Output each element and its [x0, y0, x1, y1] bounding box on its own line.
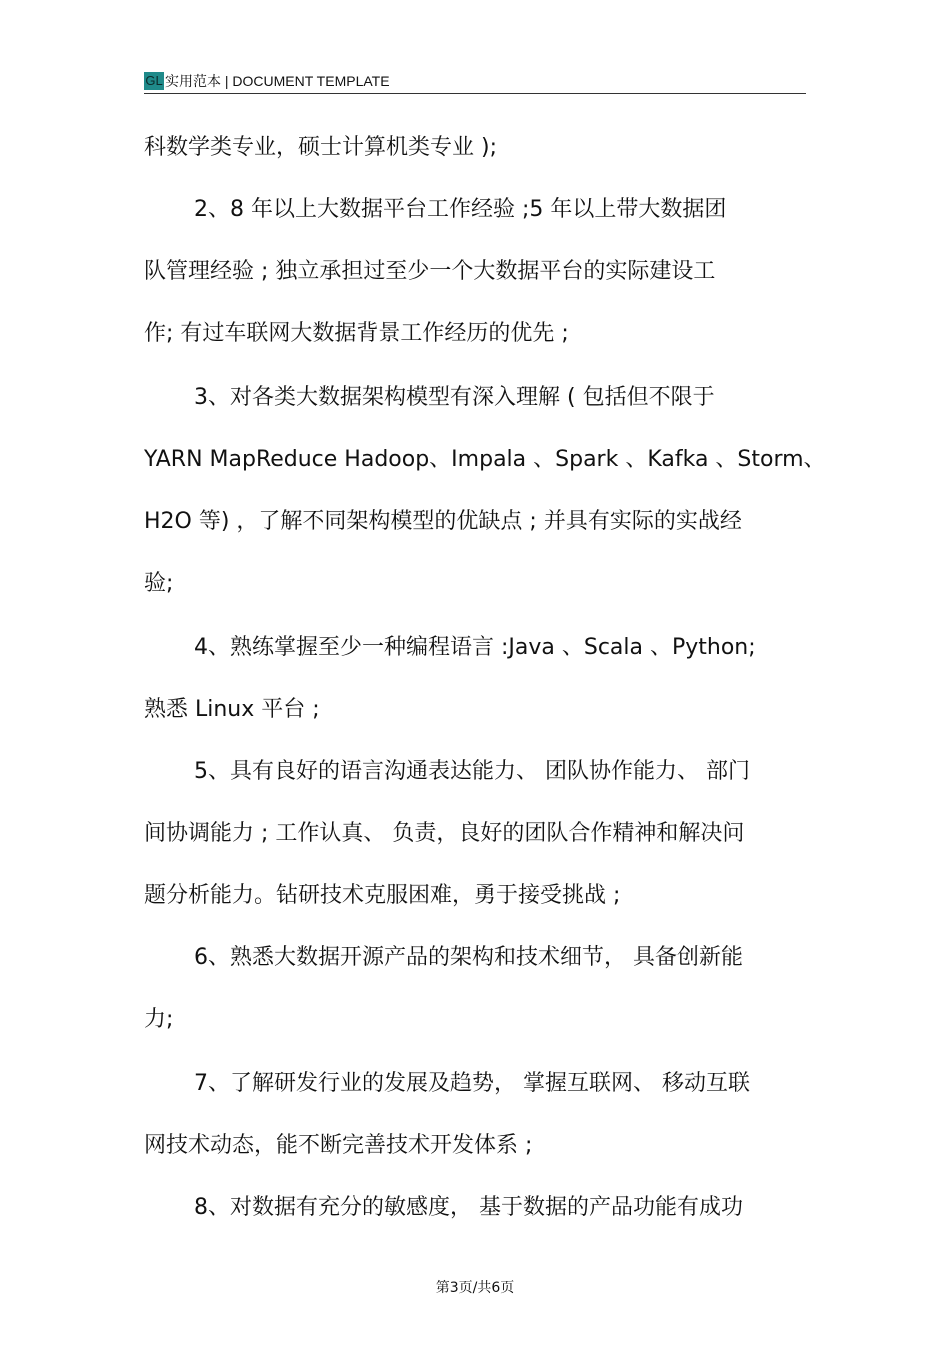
text-line: 3、对各类大数据架构模型有深入理解 ( 包括但不限于 — [194, 385, 715, 410]
text-line: 网技术动态，能不断完善技术开发体系 ; — [144, 1133, 533, 1158]
text-line: 5、具有良好的语言沟通表达能力、 团队协作能力、 部门 — [194, 759, 750, 784]
header-title: 实用范本 | DOCUMENT TEMPLATE — [165, 73, 390, 89]
text-line: 验; — [144, 571, 174, 596]
text-line: 间协调能力 ; 工作认真、 负责，良好的团队合作精神和解决问 — [144, 821, 745, 846]
text-line: 8、对数据有充分的敏感度， 基于数据的产品功能有成功 — [194, 1195, 743, 1220]
text-line: 队管理经验 ; 独立承担过至少一个大数据平台的实际建设工 — [144, 259, 716, 284]
text-line: 熟悉 Linux 平台 ; — [144, 697, 320, 722]
text-line: 7、了解研发行业的发展及趋势， 掌握互联网、 移动互联 — [194, 1071, 750, 1096]
text-line: YARN MapReduce Hadoop、Impala 、Spark 、Kafka 、Storm、 — [144, 447, 826, 472]
page-number: 第3页/共6页 — [435, 1280, 515, 1296]
text-line: 作; 有过车联网大数据背景工作经历的优先 ; — [144, 321, 569, 346]
text-line: 4、熟练掌握至少一种编程语言 :Java 、Scala 、Python; — [194, 635, 756, 660]
text-line: 力; — [144, 1007, 174, 1032]
text-line: H2O 等) ，了解不同架构模型的优缺点 ; 并具有实际的实战经 — [144, 509, 742, 534]
gl-logo-icon: GL — [145, 73, 163, 88]
text-line: 6、熟悉大数据开源产品的架构和技术细节， 具备创新能 — [194, 945, 743, 970]
text-line: 科数学类专业，硕士计算机类专业 ); — [144, 135, 497, 160]
text-line: 2、8 年以上大数据平台工作经验 ;5 年以上带大数据团 — [194, 197, 727, 222]
text-line: 题分析能力。钻研技术克服困难，勇于接受挑战 ; — [144, 883, 621, 908]
